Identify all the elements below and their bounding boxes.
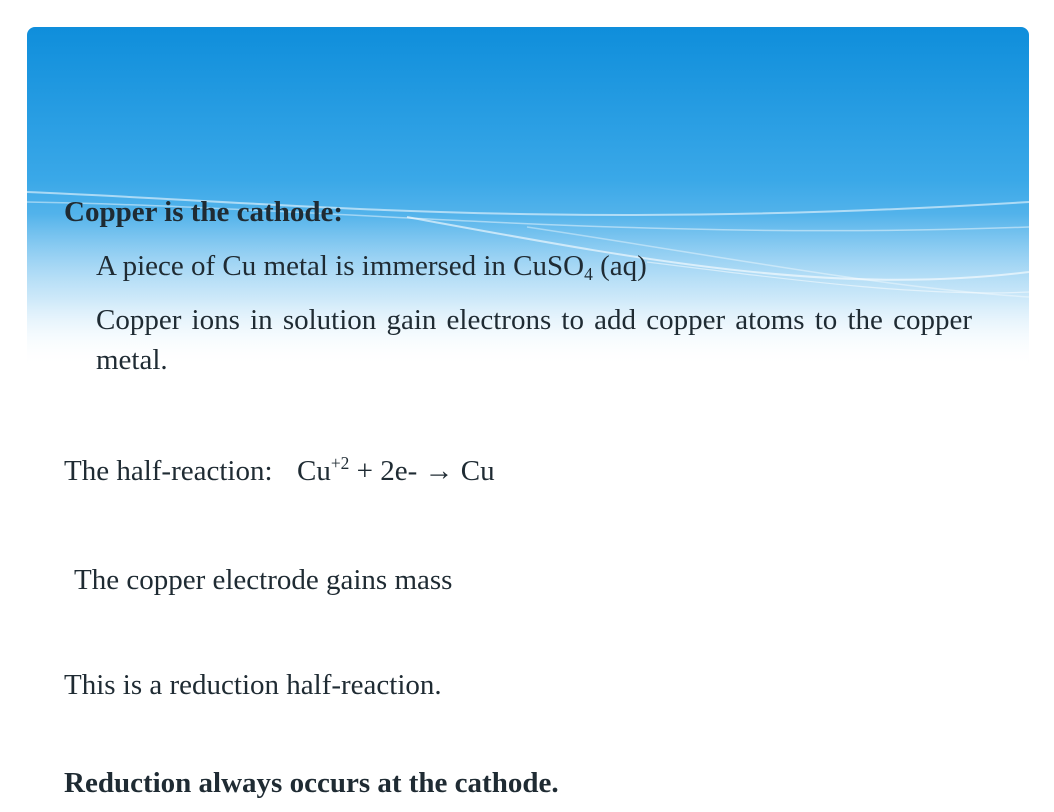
bullet-immersion <box>96 248 647 284</box>
bullet-copper-ions: Copper ions in solution gain electrons to add copper atoms to the copper metal. <box>96 304 972 376</box>
immersion-text: A piece of Cu metal is immersed in CuSO <box>96 250 585 282</box>
copper-ion-symbol: Cu <box>297 455 331 487</box>
half-reaction-label: The half-reaction: <box>64 455 273 487</box>
immersion-suffix: (aq) <box>592 250 647 282</box>
slide-heading: Copper is the cathode: <box>64 196 343 228</box>
reduction-statement: This is a reduction half-reaction. <box>64 669 442 701</box>
sulfate-subscript: 4 <box>584 264 593 284</box>
half-reaction-equation: + 2e- → Cu <box>349 455 495 487</box>
copper-ion-charge: +2 <box>330 453 350 473</box>
half-reaction-line <box>64 453 495 489</box>
conclusion-statement: Reduction always occurs at the cathode. <box>64 767 559 799</box>
mass-statement: The copper electrode gains mass <box>74 564 453 596</box>
